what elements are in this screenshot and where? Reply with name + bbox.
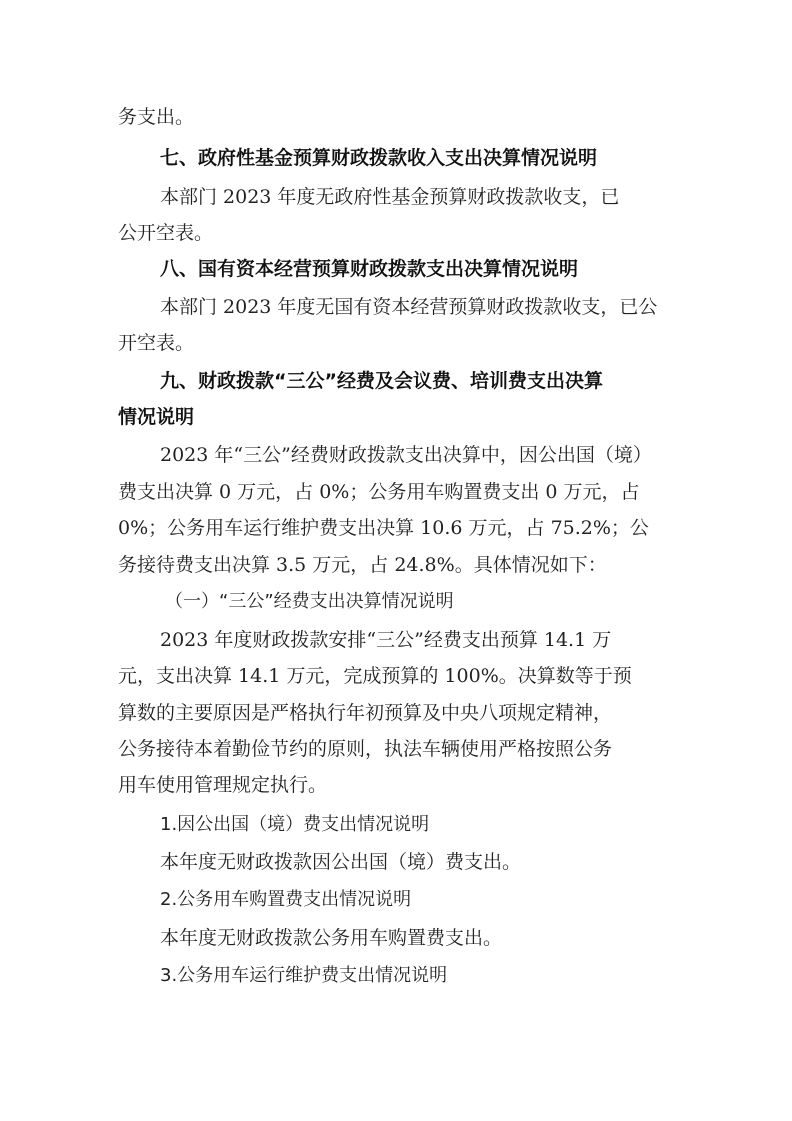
body-text: 公开空表。 xyxy=(118,222,214,244)
section-heading-7: 七、政府性基金预算财政拨款收入支出决算情况说明 xyxy=(160,147,598,169)
body-text: 用车使用管理规定执行。 xyxy=(118,774,328,796)
body-text: 务支出。 xyxy=(118,106,195,128)
body-text: 2023 年度财政拨款安排“三公”经费支出预算 14.1 万 xyxy=(160,629,612,651)
item-heading-3: 3.公务用车运行维护费支出情况说明 xyxy=(160,965,448,986)
body-text: 2023 年“三公”经费财政拨款支出决算中，因公出国（境） xyxy=(160,444,652,466)
body-text: 开空表。 xyxy=(118,332,195,354)
body-text: 公务接待本着勤俭节约的原则，执法车辆使用严格按照公务 xyxy=(118,738,613,760)
section-heading-8: 八、国有资本经营预算财政拨款支出决算情况说明 xyxy=(160,258,579,280)
body-text: 0%；公务用车运行维护费支出决算 10.6 万元，占 75.2%；公 xyxy=(118,517,649,539)
item-heading-2: 2.公务用车购置费支出情况说明 xyxy=(160,889,412,910)
body-text: 元，支出决算 14.1 万元，完成预算的 100%。决算数等于预 xyxy=(118,665,632,687)
body-text: 本年度无财政拨款公务用车购置费支出。 xyxy=(160,927,503,949)
body-text: 务接待费支出决算 3.5 万元，占 24.8%。具体情况如下： xyxy=(118,554,607,576)
section-heading-9-continued: 情况说明 xyxy=(118,406,195,428)
section-heading-9: 九、财政拨款“三公”经费及会议费、培训费支出决算 xyxy=(160,370,603,392)
body-text: 本部门 2023 年度无国有资本经营预算财政拨款收支，已公 xyxy=(160,296,658,318)
body-text: 算数的主要原因是严格执行年初预算及中央八项规定精神， xyxy=(118,702,613,724)
item-heading-1: 1.因公出国（境）费支出情况说明 xyxy=(160,814,430,835)
subsection-heading-1: （一）“三公”经费支出决算情况说明 xyxy=(165,591,454,612)
body-text: 本年度无财政拨款因公出国（境）费支出。 xyxy=(160,851,522,873)
body-text: 费支出决算 0 万元，占 0%；公务用车购置费支出 0 万元，占 xyxy=(118,481,640,503)
body-text: 本部门 2023 年度无政府性基金预算财政拨款收支，已 xyxy=(160,186,620,208)
